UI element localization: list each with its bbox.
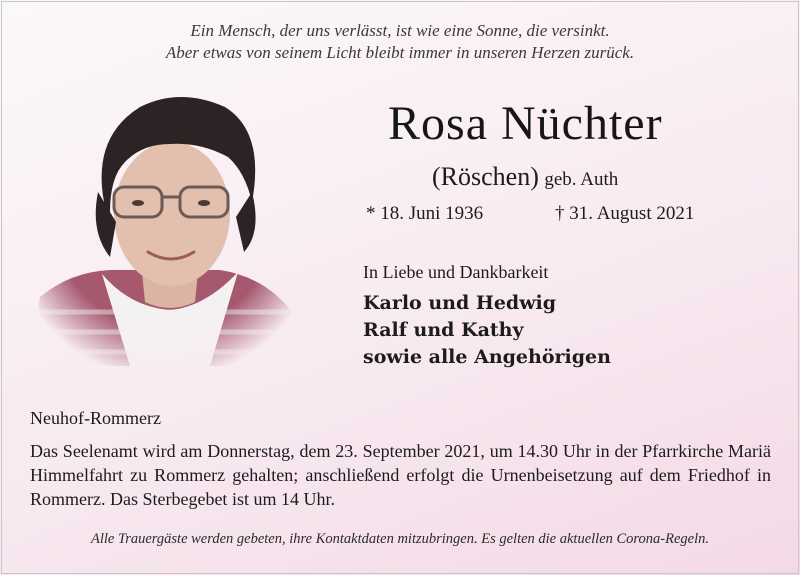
deceased-name: Rosa Nüchter xyxy=(388,97,663,150)
nickname: (Röschen) xyxy=(432,162,539,191)
death-date: † 31. August 2021 xyxy=(555,203,695,224)
corona-note: Alle Trauergäste werden gebeten, ihre Kontaktdaten mitzubringen. Es gelten die aktuellen Corona-Regeln. xyxy=(90,531,709,547)
mourner-line: Karlo und Hedwig xyxy=(363,292,557,314)
portrait-photo xyxy=(30,82,300,366)
mourner-line: sowie alle Angehörigen xyxy=(363,346,611,368)
quote-line-1: Ein Mensch, der uns verlässt, ist wie eine Sonne, die versinkt. xyxy=(190,21,610,40)
quote-line-2: Aber etwas von seinem Licht bleibt immer in unseren Herzen zurück. xyxy=(165,43,635,62)
mourners-list xyxy=(363,290,611,371)
mourners-intro: In Liebe und Dankbarkeit xyxy=(363,262,549,282)
nickname-line xyxy=(432,162,618,192)
memorial-quote xyxy=(0,20,800,64)
place: Neuhof-Rommerz xyxy=(30,408,161,428)
birth-name: geb. Auth xyxy=(544,169,619,190)
mourner-line: Ralf und Kathy xyxy=(363,319,524,341)
service-text: Das Seelenamt wird am Donnerstag, dem 23. September 2021, um 14.30 Uhr in der Pfarrkirche Mariä Himmelfahrt zu Rommerz gehalten; anschließend erfolgt die Urnenbeisetzung auf dem Friedhof in Rommerz. Das Sterbegebet ist um 14 Uhr. xyxy=(30,441,771,509)
birth-date: * 18. Juni 1936 xyxy=(366,203,484,224)
